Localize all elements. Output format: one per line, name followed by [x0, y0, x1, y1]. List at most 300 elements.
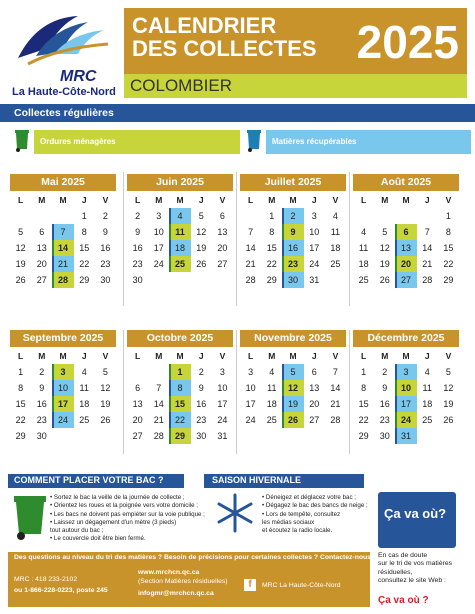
day-cell: 22 [15, 415, 26, 425]
day-cell: 11 [79, 383, 89, 393]
recycling-day: 5 [282, 364, 303, 380]
day-cell: 23 [196, 415, 207, 425]
day-cell: 4 [269, 367, 275, 377]
day-cell: 24 [217, 415, 228, 425]
day-cell: 1 [18, 367, 24, 377]
day-cell: 3 [248, 367, 254, 377]
empty-cell [374, 208, 395, 224]
weekday-label: L [247, 351, 254, 361]
day-cell: 2 [198, 367, 204, 377]
day-cell: 8 [361, 383, 367, 393]
weekday-label: M [289, 351, 297, 361]
day-cell: 9 [382, 383, 388, 393]
day-cell: 13 [132, 399, 143, 409]
month-calendar [10, 174, 116, 288]
day-cell: 22 [443, 259, 454, 269]
tip-line: • Le couvercle doit être bien fermé. [50, 535, 146, 543]
day-cell: 5 [382, 227, 388, 237]
weekday-header [240, 193, 346, 208]
day-cell: 1 [81, 211, 87, 221]
empty-cell [52, 208, 73, 224]
day-cell: 29 [358, 431, 369, 441]
recycling-day: 27 [395, 272, 416, 288]
day-cell: 16 [196, 399, 207, 409]
day-cell: 25 [422, 415, 433, 425]
day-cell: 24 [153, 259, 164, 269]
empty-cell [395, 208, 416, 224]
day-cell: 4 [81, 367, 87, 377]
day-cell: 21 [330, 399, 341, 409]
month-calendar [353, 174, 459, 288]
recycling-day: 16 [282, 240, 303, 256]
ca-va-ou-logo-text: Ça va où? [384, 506, 447, 521]
tip-line: • Laissez un dégagement d'un mètre (3 pieds) [50, 518, 177, 526]
day-cell: 20 [36, 259, 47, 269]
day-cell: 15 [443, 243, 454, 253]
day-cell: 15 [358, 399, 369, 409]
day-cell: 20 [217, 243, 228, 253]
contact-question-bar [8, 552, 373, 565]
day-cell: 12 [15, 243, 26, 253]
day-cell: 27 [217, 259, 228, 269]
day-cell: 26 [100, 415, 111, 425]
month-title: Août 2025 [353, 174, 459, 191]
day-grid [127, 364, 233, 444]
day-cell: 9 [39, 383, 45, 393]
page-title: CALENDRIER DES COLLECTES [132, 13, 317, 61]
winter-line: et écoutez la radio locale. [262, 527, 333, 535]
recycling-day: 21 [52, 256, 73, 272]
day-cell: 11 [330, 227, 341, 237]
weekday-label: V [445, 195, 452, 205]
day-cell: 8 [18, 383, 24, 393]
ca-va-ou-link[interactable]: Ça va où ? [378, 595, 429, 606]
day-cell: 21 [153, 415, 164, 425]
day-cell: 29 [79, 275, 90, 285]
tip-line: • Sortez le bac la veille de la journée de collecte ; [50, 494, 185, 501]
garbage-day: 28 [52, 272, 73, 288]
day-cell: 30 [100, 275, 111, 285]
day-cell: 16 [100, 243, 111, 253]
contact-question: Des questions au niveau du tri des matières ? Besoin de précisions pour certaines collectes ? Contactez-nous. [14, 554, 373, 561]
website-note: (Section Matières résiduelles) [138, 578, 228, 585]
month-calendar [127, 330, 233, 444]
garbage-day: 15 [169, 396, 190, 412]
day-cell: 27 [309, 415, 320, 425]
day-cell: 27 [36, 275, 47, 285]
winter-line: • Dégagez le bac des bancs de neige ; [262, 502, 368, 510]
day-grid [240, 208, 346, 288]
day-cell: 17 [217, 399, 228, 409]
day-cell: 15 [266, 243, 277, 253]
weekday-header [10, 349, 116, 364]
day-cell: 15 [79, 243, 90, 253]
day-cell: 21 [245, 259, 256, 269]
empty-cell [353, 208, 374, 224]
day-cell: 26 [443, 415, 454, 425]
day-cell: 19 [379, 259, 390, 269]
garbage-day: 3 [52, 364, 73, 380]
weekday-label: M [176, 351, 184, 361]
weekday-label: J [424, 351, 430, 361]
weekday-label: V [102, 351, 109, 361]
day-grid [10, 364, 116, 444]
month-calendar [127, 174, 233, 288]
day-cell: 16 [132, 243, 143, 253]
phone-secondary[interactable]: ou 1-866-228-0223, poste 245 [14, 587, 108, 594]
recycling-day: 17 [395, 396, 416, 412]
day-cell: 23 [36, 415, 47, 425]
placement-title: COMMENT PLACER VOTRE BAC ? [14, 475, 164, 485]
empty-cell [240, 208, 261, 224]
day-cell: 4 [424, 367, 430, 377]
day-cell: 7 [248, 227, 254, 237]
day-cell: 25 [330, 259, 341, 269]
placement-tips [50, 494, 205, 544]
day-cell: 14 [153, 399, 164, 409]
blue-bin-icon [246, 128, 262, 152]
day-grid [10, 208, 116, 288]
garbage-day: 14 [52, 240, 73, 256]
month-title: Septembre 2025 [10, 330, 116, 347]
contact-box [8, 565, 370, 607]
mrc-logo [8, 8, 120, 100]
day-cell: 20 [132, 415, 143, 425]
month-calendar [353, 330, 459, 444]
winter-tips [262, 494, 368, 535]
day-cell: 19 [15, 259, 26, 269]
legend-garbage-label: Ordures ménagères [40, 137, 116, 146]
legend-garbage [34, 130, 240, 154]
day-cell: 23 [379, 415, 390, 425]
day-cell: 5 [198, 211, 204, 221]
email-link[interactable]: infogmr@mrchcn.qc.ca [138, 590, 214, 597]
day-cell: 11 [267, 383, 277, 393]
day-cell: 29 [15, 431, 26, 441]
day-cell: 14 [330, 383, 341, 393]
day-cell: 30 [132, 275, 143, 285]
day-cell: 30 [36, 431, 47, 441]
day-cell: 3 [219, 367, 225, 377]
weekday-label: L [17, 351, 24, 361]
weekday-label: J [81, 195, 87, 205]
day-cell: 12 [443, 383, 454, 393]
day-cell: 18 [422, 399, 433, 409]
day-cell: 30 [379, 431, 390, 441]
day-cell: 25 [266, 415, 277, 425]
weekday-label: J [311, 195, 317, 205]
garbage-day: 11 [169, 224, 190, 240]
day-cell: 8 [81, 227, 87, 237]
month-title: Juin 2025 [127, 174, 233, 191]
day-cell: 19 [196, 243, 207, 253]
day-cell: 2 [135, 211, 141, 221]
weekday-label: M [59, 195, 67, 205]
day-cell: 13 [217, 227, 228, 237]
snowflake-icon [214, 492, 256, 534]
weekday-label: M [268, 351, 276, 361]
month-calendar [240, 174, 346, 288]
day-cell: 31 [309, 275, 320, 285]
recycling-day: 19 [282, 396, 303, 412]
facebook-link[interactable]: MRC La Haute-Côte-Nord [262, 582, 341, 589]
regular-collections-label: Collectes régulières [14, 107, 114, 119]
day-cell: 4 [332, 211, 338, 221]
winter-line: • Déneigez et déglacez votre bac ; [262, 494, 357, 501]
garbage-day: 23 [282, 256, 303, 272]
phone-primary[interactable]: MRC : 418 233-2102 [14, 576, 78, 583]
day-cell: 16 [379, 399, 390, 409]
day-cell: 1 [445, 211, 451, 221]
empty-cell [417, 208, 438, 224]
month-title: Juillet 2025 [240, 174, 346, 191]
weekday-label: J [198, 195, 204, 205]
wave-logo-icon [8, 8, 118, 70]
day-cell: 1 [361, 367, 367, 377]
recycling-day: 31 [395, 428, 416, 444]
day-cell: 25 [79, 415, 90, 425]
day-cell: 31 [217, 431, 228, 441]
day-cell: 18 [330, 243, 341, 253]
day-cell: 16 [36, 399, 47, 409]
weekday-label: V [219, 351, 226, 361]
day-cell: 13 [309, 383, 320, 393]
weekday-label: M [268, 195, 276, 205]
day-cell: 8 [445, 227, 451, 237]
weekday-label: M [381, 195, 389, 205]
day-cell: 15 [15, 399, 26, 409]
day-grid [353, 364, 459, 444]
garbage-day: 9 [282, 224, 303, 240]
weekday-label: M [381, 351, 389, 361]
winter-line: les médias sociaux [262, 518, 315, 526]
weekday-label: M [155, 195, 163, 205]
recycling-day: 3 [395, 364, 416, 380]
day-grid [353, 208, 459, 288]
garbage-day: 17 [52, 396, 73, 412]
weekday-label: L [134, 195, 141, 205]
bin-placement-icon [12, 494, 48, 540]
day-cell: 27 [132, 431, 143, 441]
winter-title: SAISON HIVERNALE [212, 475, 302, 485]
municipality-banner [124, 74, 467, 98]
day-cell: 11 [358, 243, 369, 253]
day-cell: 12 [196, 227, 207, 237]
weekday-label: M [155, 351, 163, 361]
legend-recycling [266, 130, 471, 154]
recycling-day: 22 [169, 412, 190, 428]
day-cell: 9 [198, 383, 204, 393]
winter-line: • Lors de tempête, consultez [262, 510, 341, 518]
day-cell: 23 [100, 259, 111, 269]
empty-cell [10, 208, 31, 224]
garbage-day: 29 [169, 428, 190, 444]
weekday-label: V [102, 195, 109, 205]
month-title: Décembre 2025 [353, 330, 459, 347]
day-cell: 2 [102, 211, 108, 221]
weekday-label: V [332, 195, 339, 205]
ca-va-ou-logo[interactable] [378, 492, 456, 548]
weekday-header [240, 349, 346, 364]
day-cell: 6 [311, 367, 317, 377]
weekday-label: J [198, 351, 204, 361]
title-banner [124, 8, 467, 74]
garbage-day: 6 [395, 224, 416, 240]
day-cell: 28 [245, 275, 256, 285]
day-cell: 17 [309, 243, 320, 253]
month-calendar [10, 330, 116, 444]
regular-collections-bar [0, 104, 475, 122]
day-cell: 1 [269, 211, 275, 221]
garbage-day: 20 [395, 256, 416, 272]
weekday-label: J [424, 195, 430, 205]
website-link[interactable]: www.mrchcn.qc.ca [138, 569, 200, 576]
day-cell: 5 [102, 367, 108, 377]
day-cell: 7 [156, 383, 162, 393]
weekday-label: M [402, 351, 410, 361]
recycling-day: 18 [169, 240, 190, 256]
day-cell: 28 [330, 415, 341, 425]
weekday-label: L [360, 195, 367, 205]
day-cell: 19 [100, 399, 111, 409]
day-cell: 17 [245, 399, 256, 409]
recycling-day: 2 [282, 208, 303, 224]
day-cell: 21 [422, 259, 433, 269]
day-cell: 11 [422, 383, 432, 393]
day-cell: 7 [332, 367, 338, 377]
empty-cell [127, 364, 148, 380]
day-cell: 18 [358, 259, 369, 269]
weekday-header [353, 349, 459, 364]
day-cell: 2 [39, 367, 45, 377]
day-cell: 6 [135, 383, 141, 393]
day-cell: 26 [196, 259, 207, 269]
empty-cell [148, 364, 169, 380]
day-grid [240, 364, 346, 428]
day-cell: 20 [309, 399, 320, 409]
weekday-header [10, 193, 116, 208]
empty-cell [31, 208, 52, 224]
weekday-header [127, 349, 233, 364]
day-cell: 24 [309, 259, 320, 269]
day-cell: 3 [156, 211, 162, 221]
day-cell: 5 [445, 367, 451, 377]
ca-va-ou-note: En cas de doute sur le tri de vos matières résiduelles, consultez le site Web : [378, 552, 453, 585]
weekday-label: L [360, 351, 367, 361]
day-cell: 22 [266, 259, 277, 269]
org-name: MRC [60, 68, 97, 85]
month-title: Mai 2025 [10, 174, 116, 191]
day-cell: 10 [217, 383, 228, 393]
day-cell: 19 [443, 399, 454, 409]
day-cell: 4 [361, 227, 367, 237]
day-cell: 10 [153, 227, 164, 237]
day-cell: 14 [422, 243, 433, 253]
weekday-label: M [38, 351, 46, 361]
day-cell: 28 [422, 275, 433, 285]
day-cell: 25 [358, 275, 369, 285]
tip-line: • Les bacs ne doivent pas empiéter sur la voie publique ; [50, 510, 205, 518]
day-cell: 5 [18, 227, 24, 237]
day-cell: 18 [266, 399, 277, 409]
garbage-day: 12 [282, 380, 303, 396]
day-cell: 18 [79, 399, 90, 409]
weekday-label: M [59, 351, 67, 361]
garbage-day: 26 [282, 412, 303, 428]
garbage-day: 25 [169, 256, 190, 272]
tip-line: tout autour du bac ; [50, 527, 104, 535]
recycling-day: 8 [169, 380, 190, 396]
weekday-label: J [81, 351, 87, 361]
recycling-day: 30 [282, 272, 303, 288]
day-cell: 6 [219, 211, 225, 221]
day-cell: 10 [245, 383, 256, 393]
day-cell: 2 [382, 367, 388, 377]
day-cell: 6 [39, 227, 45, 237]
day-cell: 22 [358, 415, 369, 425]
day-cell: 30 [196, 431, 207, 441]
weekday-header [127, 193, 233, 208]
month-title: Novembre 2025 [240, 330, 346, 347]
day-cell: 29 [266, 275, 277, 285]
day-cell: 13 [36, 243, 47, 253]
day-cell: 26 [379, 275, 390, 285]
weekday-label: L [134, 351, 141, 361]
day-cell: 29 [443, 275, 454, 285]
day-cell: 22 [79, 259, 90, 269]
day-cell: 26 [15, 275, 26, 285]
day-cell: 9 [102, 227, 108, 237]
day-cell: 10 [309, 227, 320, 237]
day-grid [127, 208, 233, 288]
weekday-label: V [332, 351, 339, 361]
day-cell: 12 [379, 243, 390, 253]
day-cell: 12 [100, 383, 111, 393]
day-cell: 8 [269, 227, 275, 237]
year: 2025 [356, 16, 459, 68]
recycling-day: 24 [52, 412, 73, 428]
tip-line: • Orientez les roues et la poignée vers votre domicile ; [50, 502, 198, 510]
legend-recycling-label: Matières récupérables [272, 137, 357, 146]
winter-bar [204, 474, 364, 488]
weekday-label: M [38, 195, 46, 205]
weekday-label: V [445, 351, 452, 361]
day-cell: 17 [153, 243, 164, 253]
weekday-label: L [17, 195, 24, 205]
garbage-day: 24 [395, 412, 416, 428]
garbage-day: 10 [395, 380, 416, 396]
weekday-label: M [176, 195, 184, 205]
weekday-label: M [289, 195, 297, 205]
month-calendar [240, 330, 346, 428]
recycling-day: 13 [395, 240, 416, 256]
day-cell: 3 [311, 211, 317, 221]
placement-bar [8, 474, 184, 488]
recycling-day: 4 [169, 208, 190, 224]
facebook-icon[interactable]: f [244, 579, 256, 591]
garbage-day: 1 [169, 364, 190, 380]
recycling-day: 7 [52, 224, 73, 240]
weekday-label: M [402, 195, 410, 205]
weekday-label: V [219, 195, 226, 205]
day-cell: 28 [153, 431, 164, 441]
day-cell: 23 [132, 259, 143, 269]
month-title: Octobre 2025 [127, 330, 233, 347]
weekday-label: L [247, 195, 254, 205]
day-cell: 14 [245, 243, 256, 253]
day-cell: 24 [245, 415, 256, 425]
green-bin-icon [14, 128, 30, 152]
